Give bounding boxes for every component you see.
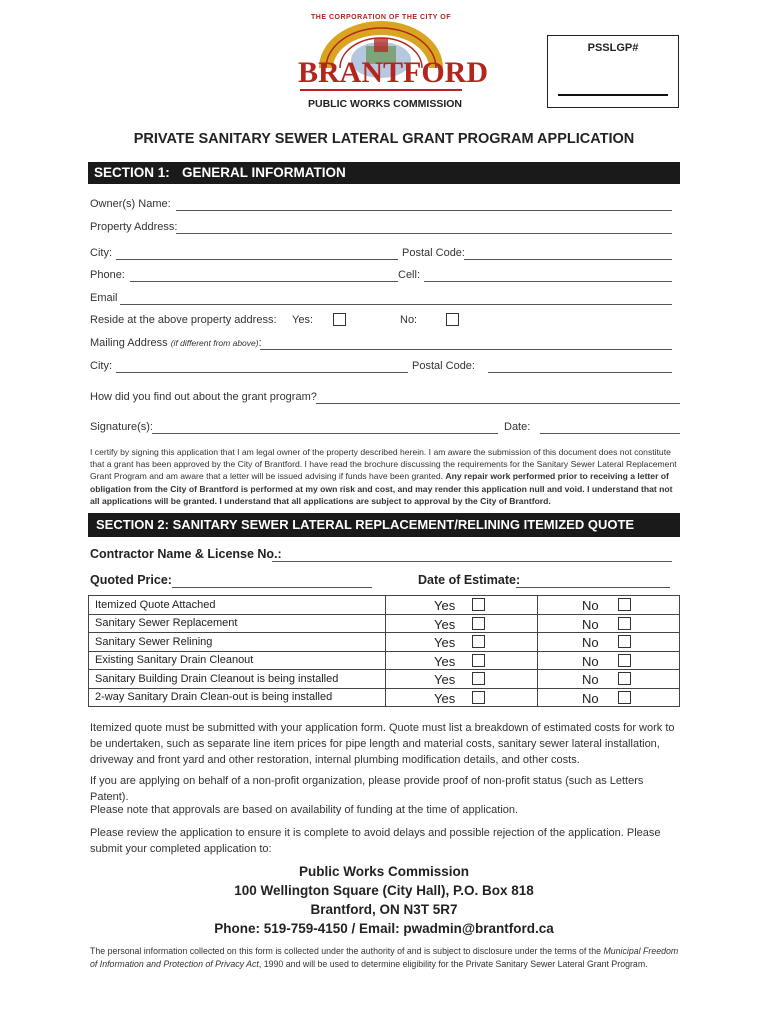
signature-input[interactable]: [152, 433, 498, 434]
estimate-date-label: Date of Estimate:: [418, 573, 521, 587]
quote-no-cell: [538, 688, 680, 707]
section2-title: SECTION 2: SANITARY SEWER LATERAL REPLACEMENT/RELINING ITEMIZED QUOTE: [96, 517, 635, 532]
mailing-label-text: Mailing Address: [90, 337, 168, 349]
quote-instructions: Itemized quote must be submitted with your application form. Quote must list a breakdown of estimated costs for work to be undertaken, such as separate line item prices for pipe length and material costs, sanitary sewer lateral installation, driveway and front yard and other restoration, internal plumbing modification details, and other costs.: [90, 722, 675, 766]
mailing-colon: :: [258, 337, 262, 349]
certification-normal: I certify by signing this application that I am legal owner of the property described herein. I am aware the submission of this document does not constitute that a grant has been approved by the City of Brantford. I have read the brochure discussing the requirements for the Sanitary Sewer Lateral Replacement Grant Program and am aware that a letter will be issued advising if funds have been granted.: [90, 447, 677, 482]
submit-instructions: Please review the application to ensure it is complete to avoid delays and possible rejection of the application. Please submit your completed application to:: [90, 827, 661, 855]
address-line4: Phone: 519-759-4150 / Email: pwadmin@brantford.ca: [214, 921, 554, 936]
section2-header: [88, 513, 680, 537]
quote-row: [89, 614, 680, 633]
quote-yes-label: Yes: [434, 653, 456, 669]
quote-yes-checkbox[interactable]: [472, 598, 485, 611]
quoted-price-input[interactable]: [172, 587, 372, 588]
quote-no-cell: [538, 633, 680, 652]
mailing-label: [90, 337, 262, 349]
quoted-price-label: Quoted Price:: [90, 573, 172, 587]
quote-no-cell: [538, 670, 680, 689]
quote-yes-cell: [386, 688, 538, 707]
psslgp-box: [547, 35, 679, 108]
quote-table: [88, 595, 680, 707]
city2-input[interactable]: [116, 372, 408, 373]
city-label: City:: [90, 247, 112, 259]
address-block: [88, 862, 680, 938]
section1-header: [88, 162, 680, 184]
address-line1: Public Works Commission: [298, 864, 470, 879]
funding-note: Please note that approvals are based on availability of funding at the time of application.: [90, 804, 519, 816]
reside-yes-checkbox[interactable]: [333, 313, 346, 326]
cell-input[interactable]: [424, 281, 672, 282]
quote-yes-cell: [386, 614, 538, 633]
quote-no-cell: [538, 651, 680, 670]
signature-label: Signature(s):: [90, 421, 153, 433]
quote-no-checkbox[interactable]: [618, 654, 631, 667]
email-label: Email: [90, 292, 118, 304]
quote-yes-cell: [386, 633, 538, 652]
quote-row: [89, 651, 680, 670]
quote-yes-checkbox[interactable]: [472, 691, 485, 704]
quote-yes-cell: [386, 596, 538, 615]
contractor-input[interactable]: [272, 561, 672, 562]
quote-row: [89, 596, 680, 615]
quote-item: 2-way Sanitary Drain Clean-out is being installed: [89, 688, 386, 707]
how-label: How did you find out about the grant program?: [90, 391, 317, 403]
address-line2: 100 Wellington Square (City Hall), P.O. Box 818: [234, 883, 534, 898]
nonprofit-note: If you are applying on behalf of a non-profit organization, please provide proof of non-profit status (such as Letters Patent).: [90, 775, 644, 803]
quote-no-label: No: [582, 616, 599, 632]
quote-yes-checkbox[interactable]: [472, 654, 485, 667]
quote-item: Sanitary Building Drain Cleanout is being installed: [89, 670, 386, 689]
section1-title: GENERAL INFORMATION: [182, 165, 346, 180]
reside-yes-label: Yes:: [292, 314, 314, 326]
psslgp-line[interactable]: [558, 94, 668, 96]
privacy-notice: [90, 945, 680, 971]
contractor-label: Contractor Name & License No.:: [90, 547, 282, 561]
quote-yes-label: Yes: [434, 672, 456, 687]
owner-label: Owner(s) Name:: [90, 198, 171, 210]
quote-no-label: No: [582, 635, 599, 650]
quote-row: [89, 670, 680, 689]
reside-no-label: No:: [400, 314, 418, 326]
owner-input[interactable]: [176, 210, 672, 211]
quote-yes-checkbox[interactable]: [472, 672, 485, 685]
quote-yes-label: Yes: [434, 616, 456, 632]
quote-no-checkbox[interactable]: [618, 617, 631, 630]
quote-no-checkbox[interactable]: [618, 672, 631, 685]
quote-item: Existing Sanitary Drain Cleanout: [89, 651, 386, 670]
privacy-text1: The personal information collected on this form is collected under the authority of and is subject to disclosure under the terms of the: [90, 946, 604, 956]
how-input[interactable]: [316, 403, 680, 404]
date-label: Date:: [504, 421, 531, 433]
property-input[interactable]: [176, 233, 672, 234]
mailing-note: (if different from above): [170, 338, 259, 348]
quote-no-label: No: [582, 598, 599, 613]
quote-no-cell: [538, 596, 680, 615]
psslgp-label: PSSLGP#: [587, 42, 639, 54]
quote-no-cell: [538, 614, 680, 633]
quote-yes-cell: [386, 651, 538, 670]
quote-item: Itemized Quote Attached: [89, 596, 386, 615]
date-input[interactable]: [540, 433, 680, 434]
phone-label: Phone:: [90, 269, 125, 281]
city2-label: City:: [90, 360, 112, 372]
quote-yes-checkbox[interactable]: [472, 635, 485, 648]
quote-item: Sanitary Sewer Relining: [89, 633, 386, 652]
city-input[interactable]: [116, 259, 398, 260]
estimate-date-input[interactable]: [516, 587, 670, 588]
department-name: PUBLIC WORKS COMMISSION: [308, 98, 462, 110]
quote-no-label: No: [582, 690, 599, 706]
quote-no-label: No: [582, 653, 599, 669]
quote-yes-label: Yes: [434, 635, 456, 650]
form-title: PRIVATE SANITARY SEWER LATERAL GRANT PROGRAM APPLICATION: [133, 131, 635, 147]
cell-label: Cell:: [398, 269, 421, 281]
certification-bold: Any repair work performed prior to receiving a letter of obligation from the City of Brantford is performed at my own risk and cost, and may render this application null and void. I understand that not all applications will be granted. I understand that all applications are subject to approval by the City of Brantford.: [90, 471, 673, 506]
quote-item: Sanitary Sewer Replacement: [89, 614, 386, 633]
quote-row: [89, 633, 680, 652]
quote-no-checkbox[interactable]: [618, 598, 631, 611]
logo-wordmark: BRANTFORD: [298, 56, 489, 89]
certification-text: [90, 446, 680, 507]
reside-no-checkbox[interactable]: [446, 313, 459, 326]
postal-label: Postal Code:: [402, 247, 465, 259]
mailing-input[interactable]: [260, 349, 672, 350]
quote-no-label: No: [582, 672, 599, 687]
logo-underline: [300, 89, 462, 91]
postal2-input[interactable]: [488, 372, 672, 373]
quote-yes-label: Yes: [434, 690, 456, 706]
quote-no-checkbox[interactable]: [618, 635, 631, 648]
quote-yes-cell: [386, 670, 538, 689]
address-line3: Brantford, ON N3T 5R7: [310, 902, 458, 917]
quote-row: [89, 688, 680, 707]
section1-number: SECTION 1:: [94, 165, 170, 180]
quote-yes-label: Yes: [434, 598, 456, 613]
reside-label: Reside at the above property address:: [90, 314, 277, 326]
postal-input[interactable]: [464, 259, 672, 260]
email-input[interactable]: [120, 304, 672, 305]
quote-no-checkbox[interactable]: [618, 691, 631, 704]
property-label: Property Address:: [90, 221, 178, 233]
quote-yes-checkbox[interactable]: [472, 617, 485, 630]
postal2-label: Postal Code:: [412, 360, 475, 372]
phone-input[interactable]: [130, 281, 398, 282]
privacy-act: Municipal Freedom of Information and Protection of Privacy Act: [90, 946, 679, 969]
logo-arc-text: THE CORPORATION OF THE CITY OF: [311, 14, 451, 21]
privacy-text2: , 1990 and will be used to determine eligibility for the Private Sanitary Sewer Lateral Grant Program.: [258, 959, 648, 969]
